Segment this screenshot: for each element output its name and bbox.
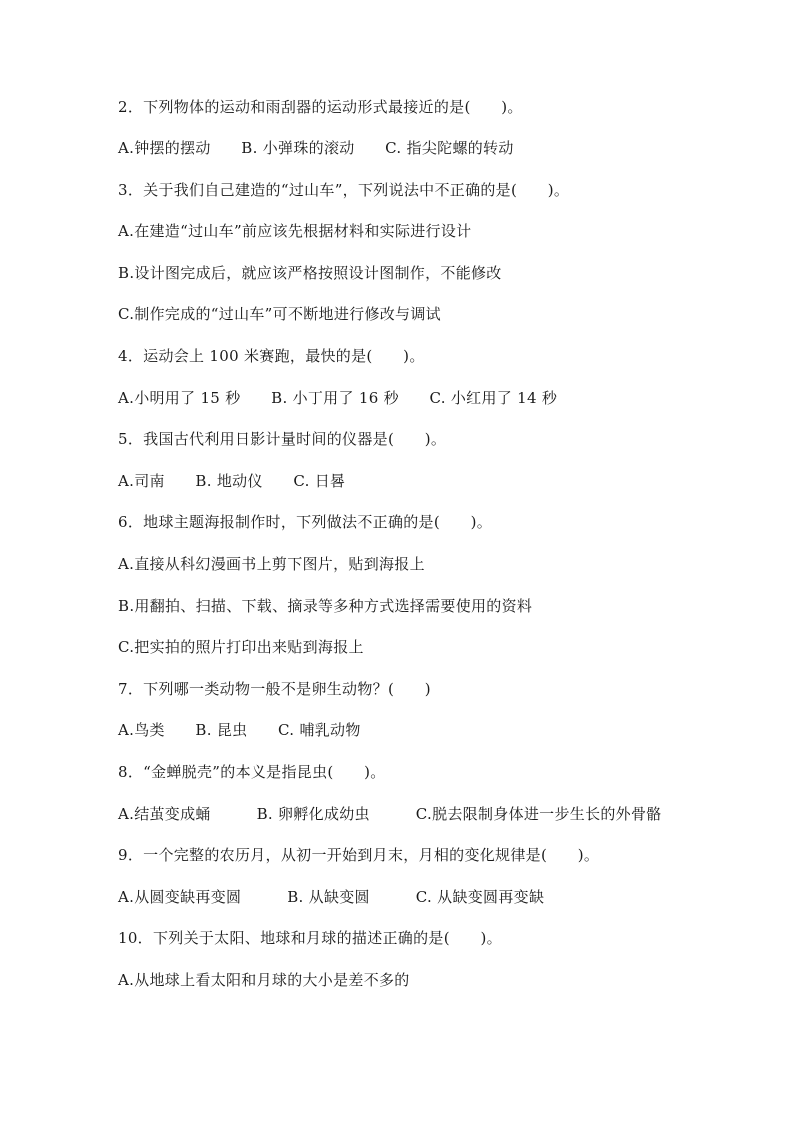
question-10-stem: 10．下列关于太阳、地球和月球的描述正确的是( )。 — [118, 929, 502, 947]
question-2-stem: 2．下列物体的运动和雨刮器的运动形式最接近的是( )。 — [118, 98, 523, 116]
question-6-option-a: A.直接从科幻漫画书上剪下图片，贴到海报上 — [118, 555, 425, 573]
question-3-option-b: B.设计图完成后，就应该严格按照设计图制作，不能修改 — [118, 264, 502, 282]
question-6-option-c: C.把实拍的照片打印出来贴到海报上 — [118, 638, 364, 656]
question-10-option-a: A.从地球上看太阳和月球的大小是差不多的 — [118, 971, 410, 989]
question-6-option-b: B.用翻拍、扫描、下载、摘录等多种方式选择需要使用的资料 — [118, 597, 533, 615]
question-2-options: A.钟摆的摆动 B. 小弹珠的滚动 C. 指尖陀螺的转动 — [118, 139, 514, 157]
question-5-stem: 5．我国古代利用日影计量时间的仪器是( )。 — [118, 430, 447, 448]
question-3-option-a: A.在建造“过山车”前应该先根据材料和实际进行设计 — [118, 222, 472, 240]
question-3-stem: 3．关于我们自己建造的“过山车”，下列说法中不正确的是( )。 — [118, 181, 570, 199]
question-9-options: A.从圆变缺再变圆 B. 从缺变圆 C. 从缺变圆再变缺 — [118, 888, 545, 906]
question-9-stem: 9．一个完整的农历月，从初一开始到月末，月相的变化规律是( )。 — [118, 846, 600, 864]
question-7-options: A.鸟类 B. 昆虫 C. 哺乳动物 — [118, 721, 361, 739]
question-7-stem: 7．下列哪一类动物一般不是卵生动物？( ) — [118, 680, 431, 698]
question-8-stem: 8．“金蝉脱壳”的本义是指昆虫( )。 — [118, 763, 386, 781]
question-4-options: A.小明用了 15 秒 B. 小丁用了 16 秒 C. 小红用了 14 秒 — [118, 389, 558, 407]
question-6-stem: 6．地球主题海报制作时，下列做法不正确的是( )。 — [118, 513, 493, 531]
question-3-option-c: C.制作完成的“过山车”可不断地进行修改与调试 — [118, 305, 441, 323]
question-4-stem: 4．运动会上 100 米赛跑，最快的是( )。 — [118, 347, 425, 365]
question-5-options: A.司南 B. 地动仪 C. 日晷 — [118, 472, 346, 490]
question-8-options: A.结茧变成蛹 B. 卵孵化成幼虫 C.脱去限制身体进一步生长的外骨骼 — [118, 805, 662, 823]
